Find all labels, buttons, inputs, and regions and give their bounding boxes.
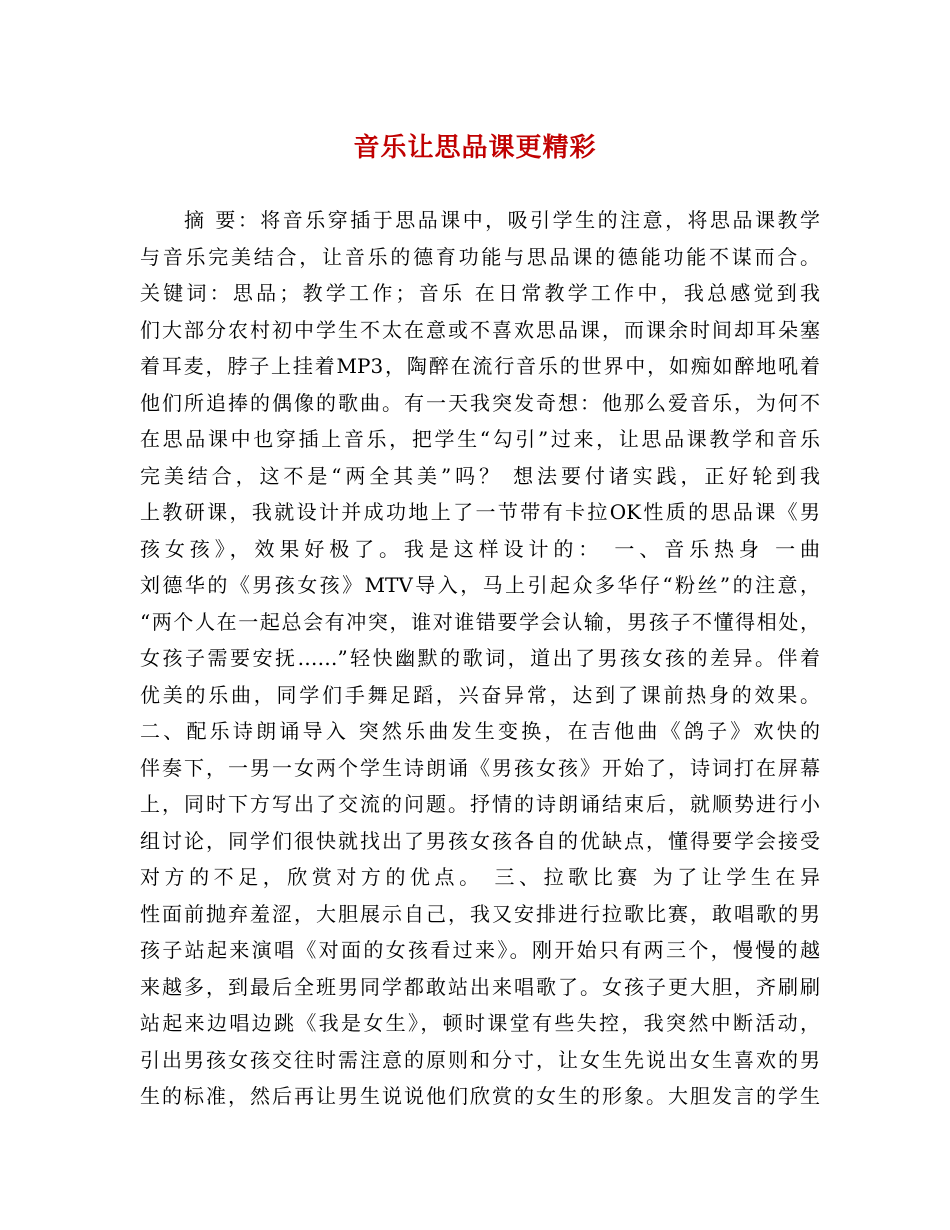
body-line: 在思品课中也穿插上音乐，把学生“勾引”过来，让思品课教学和音乐: [140, 427, 820, 451]
body-line: 女孩子需要安抚……”轻快幽默的歌词，道出了男孩女孩的差异。伴着: [140, 646, 820, 670]
body-line: 着耳麦，脖子上挂着MP3，陶醉在流行音乐的世界中，如痴如醉地吼着: [140, 354, 820, 378]
body-line: 组讨论，同学们很快就找出了男孩女孩各自的优缺点，懂得要学会接受: [140, 828, 820, 853]
body-line: 生的标准，然后再让男生说说他们欣赏的女生的形象。大胆发言的学生: [140, 1084, 820, 1108]
document-body: [140, 202, 820, 1115]
body-line: 对方的不足，欣赏对方的优点。 三、拉歌比赛 为了让学生在异: [140, 865, 820, 889]
body-line: 优美的乐曲，同学们手舞足蹈，兴奋异常，达到了课前热身的效果。: [140, 682, 820, 707]
body-line: 关键词：思品；教学工作；音乐 在日常教学工作中，我总感觉到我: [140, 281, 820, 305]
body-line: 他们所追捧的偶像的歌曲。有一天我突发奇想：他那么爱音乐，为何不: [140, 390, 820, 415]
body-line: 引出男孩女孩交往时需注意的原则和分寸，让女生先说出女生喜欢的男: [140, 1047, 820, 1072]
body-line: 与音乐完美结合，让音乐的德育功能与思品课的德能功能不谋而合。: [140, 244, 820, 269]
body-line: 们大部分农村初中学生不太在意或不喜欢思品课，而课余时间却耳朵塞: [140, 317, 820, 342]
body-line: 摘 要：将音乐穿插于思品课中，吸引学生的注意，将思品课教学: [184, 208, 820, 232]
body-line: 孩子站起来演唱《对面的女孩看过来》。刚开始只有两三个，慢慢的越: [140, 938, 820, 962]
body-line: 孩女孩》，效果好极了。我是这样设计的： 一、音乐热身 一曲: [140, 536, 820, 561]
body-line: 站起来边唱边跳《我是女生》，顿时课堂有些失控，我突然中断活动，: [140, 1011, 820, 1035]
body-line: “两个人在一起总会有冲突，谁对谁错要学会认输，男孩子不懂得相处，: [140, 609, 820, 634]
document-title: 音乐让思品课更精彩: [353, 133, 597, 163]
body-line: 上教研课，我就设计并成功地上了一节带有卡拉OK性质的思品课《男: [140, 500, 820, 524]
body-line: 来越多，到最后全班男同学都敢站出来唱歌了。女孩子更大胆，齐刷刷: [140, 974, 820, 999]
body-line: 完美结合，这不是“两全其美”吗？ 想法要付诸实践，正好轮到我: [140, 463, 820, 488]
body-line: 伴奏下，一男一女两个学生诗朗诵《男孩女孩》开始了，诗词打在屏幕: [140, 755, 820, 780]
body-line: 上，同时下方写出了交流的问题。抒情的诗朗诵结束后，就顺势进行小: [140, 792, 820, 816]
body-line: 性面前抛弃羞涩，大胆展示自己，我又安排进行拉歌比赛，敢唱歌的男: [140, 901, 820, 926]
body-line: 刘德华的《男孩女孩》MTV导入，马上引起众多华仔“粉丝”的注意，: [140, 573, 820, 597]
body-line: 二、配乐诗朗诵导入 突然乐曲发生变换，在吉他曲《鸽子》欢快的: [140, 719, 820, 743]
